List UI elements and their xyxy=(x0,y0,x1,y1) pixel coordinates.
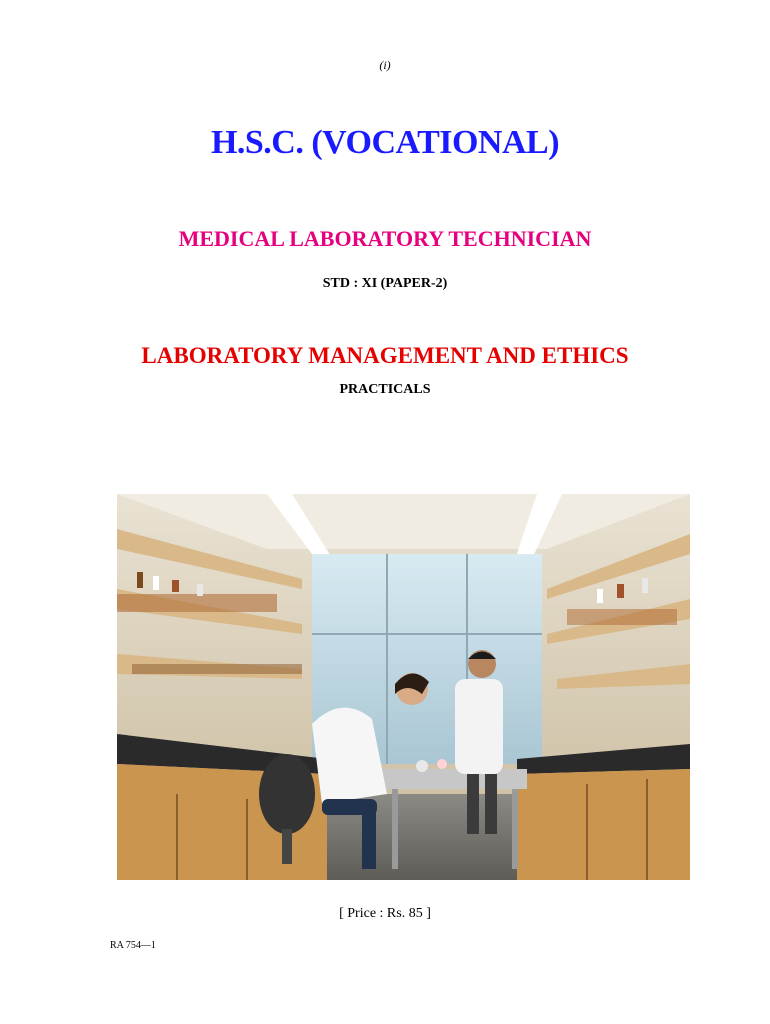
print-code: RA 754—1 xyxy=(110,940,156,951)
price-label: [ Price : Rs. 85 ] xyxy=(339,906,431,921)
section-label: PRACTICALS xyxy=(339,382,431,397)
document-title: H.S.C. (VOCATIONAL) xyxy=(210,124,560,161)
subject-title: LABORATORY MANAGEMENT AND ETHICS xyxy=(141,343,629,368)
laboratory-photo xyxy=(117,494,690,880)
page-number: (i) xyxy=(379,58,391,72)
laboratory-illustration xyxy=(117,494,690,880)
standard-label: STD : XI (PAPER-2) xyxy=(322,276,448,291)
course-name: MEDICAL LABORATORY TECHNICIAN xyxy=(178,226,592,251)
